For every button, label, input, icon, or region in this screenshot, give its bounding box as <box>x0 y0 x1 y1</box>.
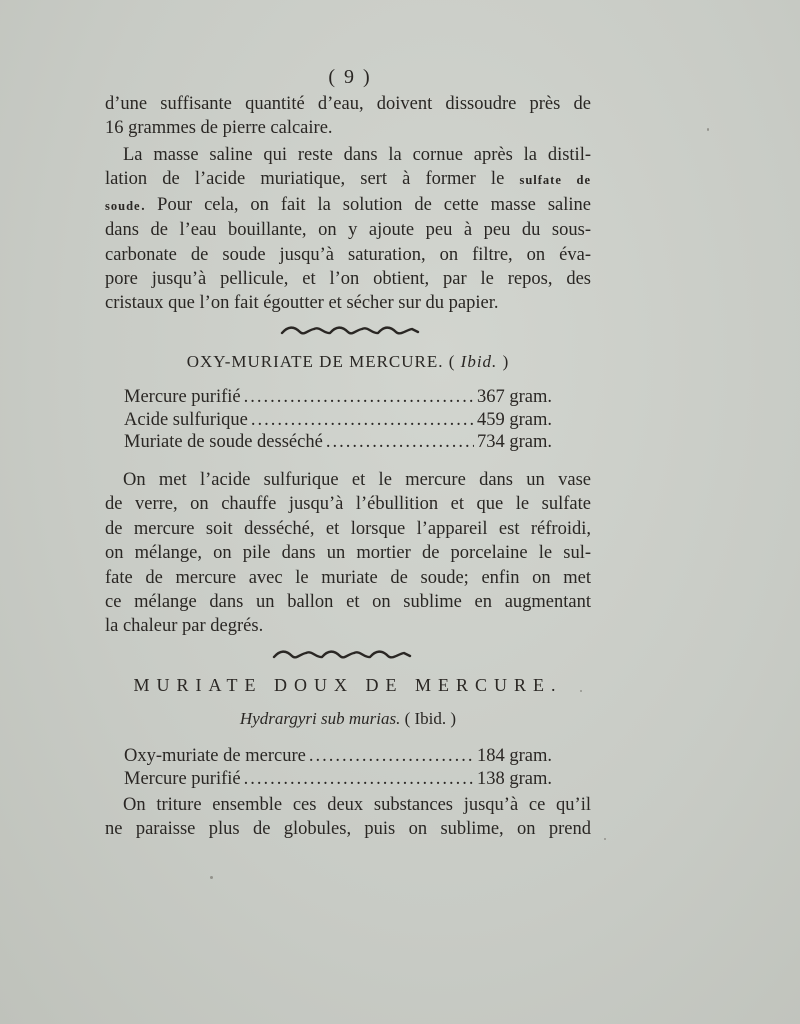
ingredient-quantity: 138 gram. <box>476 768 552 789</box>
text-line: On triture ensemble ces deux substances jusqu’à ce qu’il <box>123 795 591 815</box>
section-heading-oxy-muriate: OXY-MURIATE DE MERCURE. ( Ibid. ) <box>186 352 510 371</box>
ingredient-name: Muriate de soude desséché <box>124 432 323 452</box>
small-caps-term: sulfate de <box>519 173 592 188</box>
paper-speck <box>210 876 213 879</box>
recipe-row <box>124 386 552 409</box>
paragraph-oxy-muriate-method <box>105 468 591 639</box>
text-line: carbonate de soude jusqu’à saturation, on filtre, on éva- <box>105 244 591 265</box>
recipe-row <box>124 768 552 791</box>
small-caps-term: soude <box>105 198 141 213</box>
text-line: d’une suffisante quantité d’eau, doivent dissoudre près de <box>105 94 591 114</box>
recipe-row <box>124 745 552 768</box>
text-line: pore jusqu’à pellicule, et l’on obtient, par le repos, des <box>105 269 591 290</box>
paragraph-muriate-doux-method <box>105 793 591 842</box>
heading-reference: Ibid. <box>460 352 498 371</box>
paragraph-continuation <box>105 92 591 141</box>
text-line: on mélange, on pile dans un mortier de porcelaine le sul- <box>105 543 591 564</box>
text-line: de mercure soit desséché, et lorsque l’appareil est réfroidi, <box>105 518 591 539</box>
text-line: 16 grammes de pierre calcaire. <box>105 118 333 139</box>
text-line: cristaux que l’on fait égoutter et sécher sur du papier. <box>105 293 499 314</box>
ingredient-name: Mercure purifié <box>124 387 241 407</box>
leader-dots <box>326 431 474 454</box>
ingredient-name: Mercure purifié <box>124 768 241 789</box>
text-line <box>105 167 591 192</box>
text-line: dans de l’eau bouillante, on y ajoute peu à peu du sous- <box>105 220 591 241</box>
text-line: ce mélange dans un ballon et on sublime en augmentant <box>105 592 591 613</box>
recipe-list-muriate-doux <box>124 745 552 790</box>
paper-speck <box>707 128 709 131</box>
text-line: la chaleur par degrés. <box>105 616 264 637</box>
recipe-row <box>124 431 552 454</box>
ornament-divider <box>280 324 420 338</box>
leader-dots <box>244 768 474 791</box>
ingredient-quantity: 459 gram. <box>476 409 552 430</box>
text-line: La masse saline qui reste dans la cornue après la distil- <box>123 145 591 165</box>
text-line <box>105 193 591 218</box>
page-number: ( 9 ) <box>328 66 372 88</box>
text-fragment: lation de l’acide muriatique, sert à former le <box>105 169 505 190</box>
paragraph-sulfate-de-soude <box>105 143 591 316</box>
leader-dots <box>251 409 474 432</box>
paper-speck <box>580 690 582 692</box>
section-subheading-latin: Hydrargyri sub murias. ( Ibid. ) <box>239 709 457 728</box>
text-line: de verre, on chauffe jusqu’à l’ébullition et que le sulfate <box>105 494 591 515</box>
ingredient-name: Oxy-muriate de mercure <box>124 746 306 766</box>
ingredient-quantity: 367 gram. <box>476 387 552 407</box>
heading-reference: Ibid. <box>414 709 447 728</box>
text-fragment: . Pour cela, on fait la solution de cette masse saline <box>140 194 591 215</box>
ingredient-quantity: 184 gram. <box>476 746 552 766</box>
latin-name: Hydrargyri sub murias. <box>239 709 401 728</box>
leader-dots <box>309 745 474 768</box>
leader-dots <box>244 386 474 409</box>
heading-title: OXY-MURIATE DE MERCURE. <box>186 352 444 371</box>
text-line: On met l’acide sulfurique et le mercure dans un vase <box>123 470 591 490</box>
ornament-divider <box>272 648 412 662</box>
ingredient-name: Acide sulfurique <box>124 409 248 430</box>
recipe-row <box>124 409 552 432</box>
text-line: fate de mercure avec le muriate de soude; enfin on met <box>105 567 591 588</box>
section-heading-muriate-doux: MURIATE DOUX DE MERCURE. <box>133 675 563 695</box>
ingredient-quantity: 734 gram. <box>476 432 552 452</box>
paper-speck <box>604 838 606 840</box>
text-line: ne paraisse plus de globules, puis on sublime, on prend <box>105 819 591 840</box>
recipe-list-oxy-muriate <box>124 386 552 454</box>
